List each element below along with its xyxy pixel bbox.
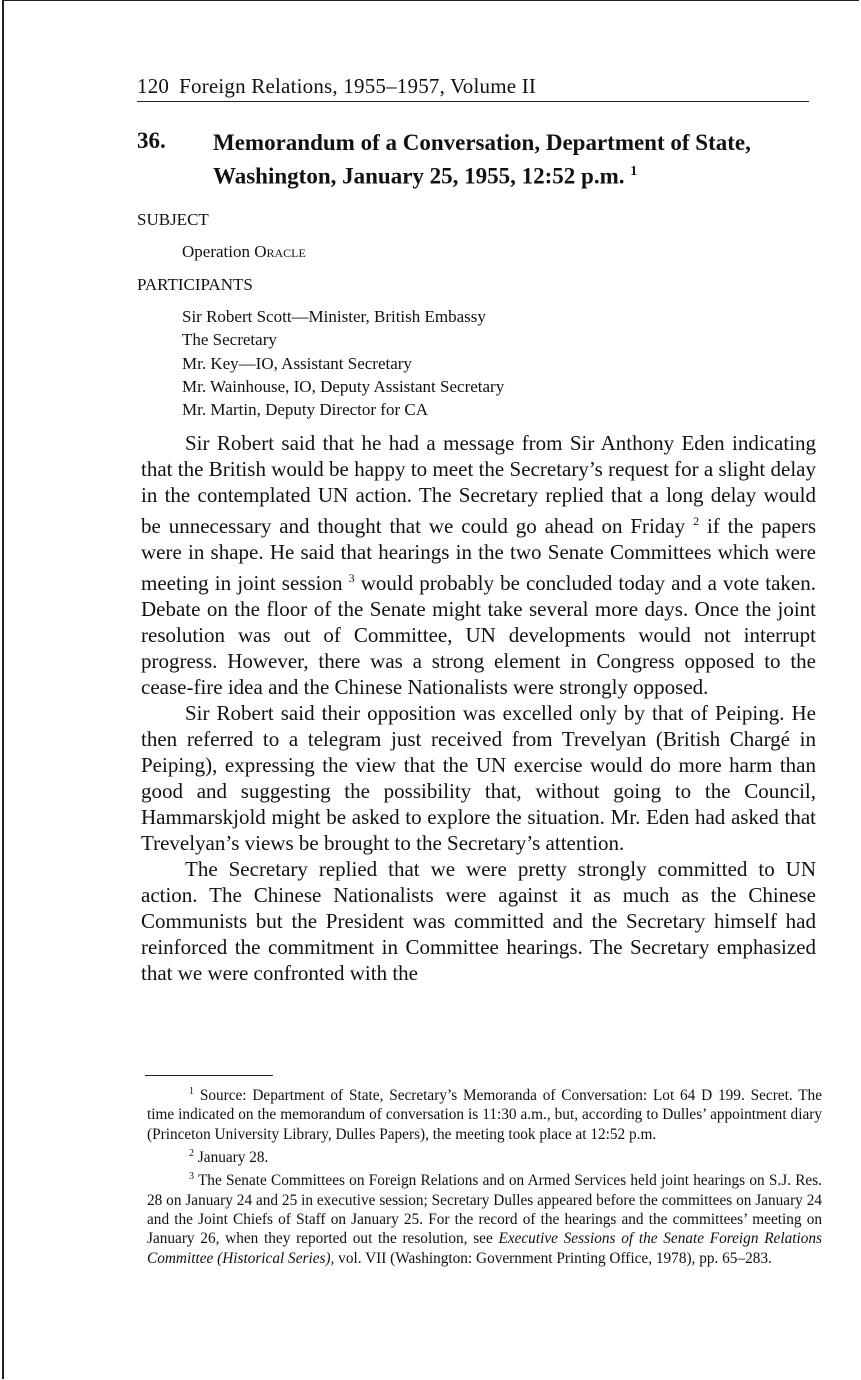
footnote-1-text: Source: Department of State, Secretary’s Memoranda of Conversation: Lot 64 D 199. Secret. The time indicated on the memorandum of conversation is 11:30 a.m., but, according to Dulles’ appointment diary (Princeton University Library, Dulles Papers), the meeting took place at 12:52 p.m. xyxy=(147,1087,822,1143)
participant: Mr. Martin, Deputy Director for CA xyxy=(182,400,428,420)
paragraph-1 xyxy=(141,430,816,700)
footnote-2-marker: 2 xyxy=(189,1147,194,1159)
participants-label: PARTICIPANTS xyxy=(137,275,253,294)
footnote-3 xyxy=(147,1167,822,1268)
running-title: Foreign Relations, 1955–1957, Volume II xyxy=(179,74,537,98)
paragraph-1-text-a: Sir Robert said that he had a message from Sir Anthony Eden indicating that the British would be happy to meet the Secretary’s request for a slight delay in the contemplated UN action. The Secretary replied that a long delay would be unnecessary and thought that we could go ahead on Friday xyxy=(141,431,816,538)
page-number: 120 xyxy=(137,74,170,98)
participant: The Secretary xyxy=(182,330,277,350)
footnote-1-marker: 1 xyxy=(189,1086,194,1097)
title-line-2: Washington, January 25, 1955, 12:52 p.m. xyxy=(213,163,625,189)
footnote-1 xyxy=(147,1082,822,1144)
document-number: 36. xyxy=(137,128,166,153)
paragraph-3: The Secretary replied that we were pretty strongly committed to UN action. The Chinese Nationalists were against it as much as the Chinese Communists but the President was committed and the Secretary himself had reinforced the commitment in Committee hearings. The Secretary emphasized that we were confronted with the xyxy=(141,857,816,985)
subject-prefix: Operation xyxy=(182,242,255,261)
footnote-3-marker: 3 xyxy=(189,1171,194,1183)
operation-name: Oracle xyxy=(254,242,306,261)
footnote-3-publication-title: Executive Sessions of the Senate Foreign Relations Committee (Historical Series), xyxy=(147,1230,822,1267)
subject-label: SUBJECT xyxy=(137,210,209,229)
footnote-ref-2: 2 xyxy=(693,514,700,528)
paragraph-1-text-c: would probably be concluded today and a vote taken. Debate on the floor of the Senate might take several more days. Once the joint resolution was out of Committee, UN developments would not interrupt progress. However, there was a strong element in Congress opposed to the cease-fire idea and the Chinese Nationalists were strongly opposed. xyxy=(141,571,817,699)
footnotes xyxy=(147,1082,822,1268)
memorandum-body xyxy=(141,430,816,986)
running-header xyxy=(137,74,809,102)
subject-value xyxy=(182,240,306,263)
title-line-1: Memorandum of a Conversation, Department of State, xyxy=(213,130,751,155)
footnote-divider xyxy=(145,1075,273,1076)
participants-list xyxy=(182,305,504,421)
paragraph-2: Sir Robert said their opposition was excelled only by that of Peiping. He then referred to a telegram just received from Trevelyan (British Chargé in Peiping), expressing the view that the UN exercise would do more harm than good and suggesting the possibility that, without going to the Council, Hammarskjold might be asked to explore the situation. Mr. Eden had asked that Trevelyan’s views be brought to the Secretary’s attention. xyxy=(141,701,816,855)
participant: Mr. Key—IO, Assistant Secretary xyxy=(182,353,412,373)
footnote-ref-3: 3 xyxy=(348,571,355,585)
participant: Sir Robert Scott—Minister, British Embassy xyxy=(182,307,486,326)
footnote-2 xyxy=(147,1144,822,1167)
footnote-3-text-b: vol. VII (Washington: Government Printing Office, 1978), pp. 65–283. xyxy=(334,1249,772,1267)
paragraph-1-text-b: if the papers were in shape. He said that hearings in the two Senate Committees which were meeting in joint session xyxy=(141,514,816,595)
footnote-2-text: January 28. xyxy=(194,1149,269,1167)
participant: Mr. Wainhouse, IO, Deputy Assistant Secretary xyxy=(182,376,505,396)
document-title xyxy=(213,128,813,191)
footnote-3-text-a: The Senate Committees on Foreign Relations and on Armed Services held joint hearings on S.J. Res. 28 on January 24 and 25 in executive session; Secretary Dulles appeared before the committees on January 24 and the Joint Chiefs of Staff on January 25. For the record of the hearings and the committees’ meeting on January 26, when they reported out the resolution, see xyxy=(147,1172,822,1248)
footnote-ref-1: 1 xyxy=(630,164,638,179)
